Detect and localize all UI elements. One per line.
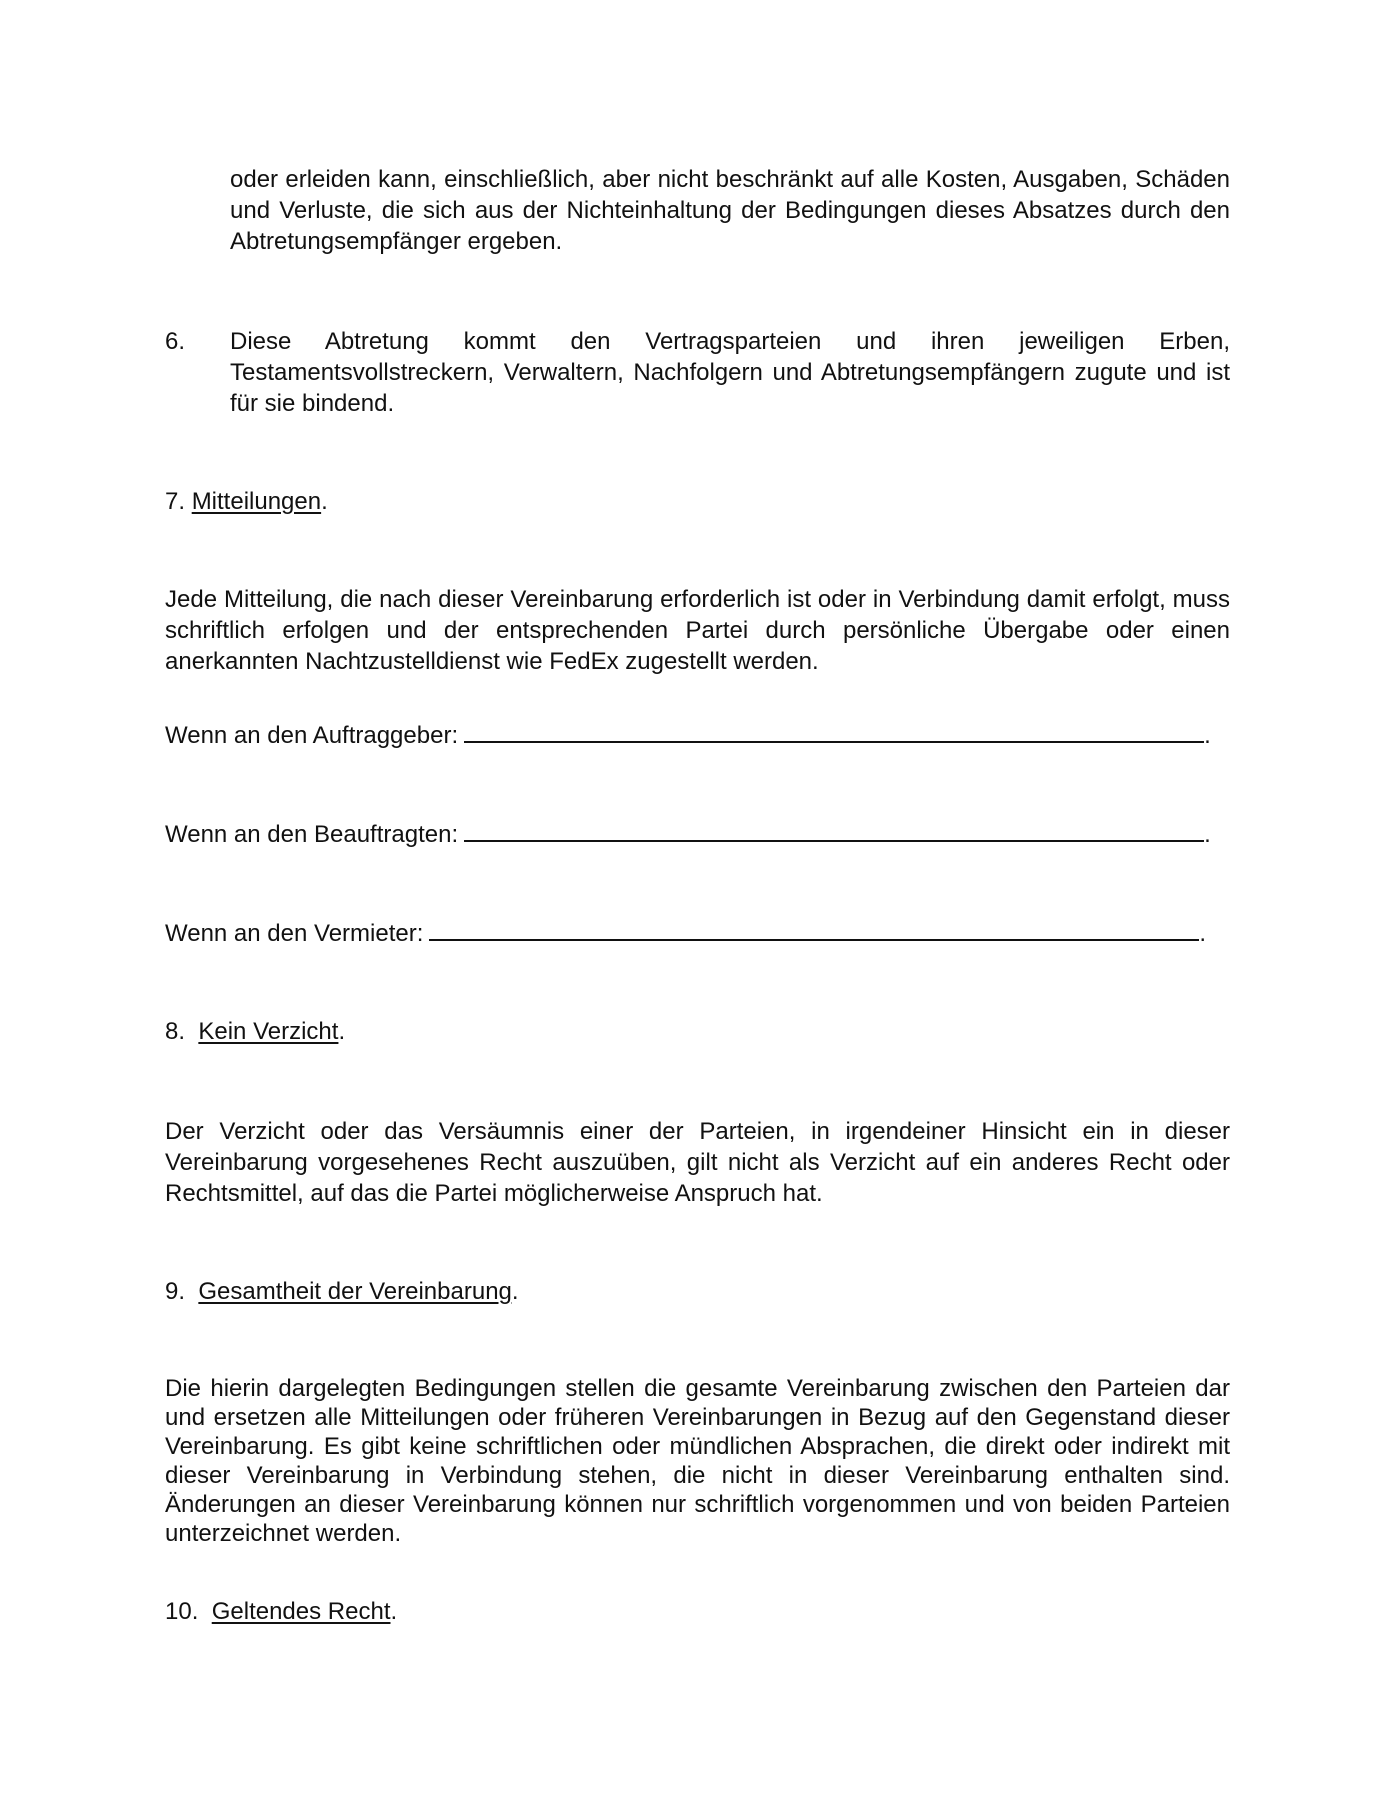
section-7-title: Mitteilungen [191, 488, 322, 515]
section-6-text: Diese Abtretung kommt den Vertragsparteien und ihren jeweiligen Erben, Testamentsvollstreckern, Verwaltern, Nachfolgern und Abtretungsempfängern zugute und ist für sie bindend. [230, 328, 1230, 417]
section-10-title-suffix: . [390, 1598, 398, 1625]
field-beauftragter-end: . [1204, 821, 1211, 848]
section-9-number: 9. [165, 1278, 186, 1305]
section-8-text: Der Verzicht oder das Versäumnis einer der Parteien, in irgendeiner Hinsicht ein in dieser Vereinbarung vorgesehenes Recht auszuüben, gilt nicht als Verzicht auf ein anderes Recht oder Rechtsmittel, auf das die Partei möglicherweise Anspruch hat. [165, 1118, 1230, 1207]
section-9-title: Gesamtheit der Vereinbarung [198, 1278, 512, 1305]
section-10-heading [165, 1596, 397, 1627]
section-7-title-suffix: . [321, 488, 328, 515]
field-beauftragter [165, 818, 1245, 850]
field-auftraggeber-label: Wenn an den Auftraggeber: [165, 722, 459, 749]
section-6-number: 6. [165, 328, 186, 355]
field-vermieter-end: . [1199, 920, 1207, 947]
section-10-number: 10. [165, 1598, 199, 1625]
field-beauftragter-label: Wenn an den Beauftragten: [165, 821, 459, 848]
field-auftraggeber-end: . [1204, 722, 1211, 749]
field-vermieter-label: Wenn an den Vermieter: [165, 920, 424, 947]
section-9-title-suffix: . [511, 1278, 519, 1305]
section-8-title: Kein Verzicht [198, 1018, 339, 1045]
section-7-heading [165, 486, 328, 517]
section-8-number: 8. [165, 1018, 186, 1045]
section-5-text: oder erleiden kann, einschließlich, aber nicht beschränkt auf alle Kosten, Ausgaben, Schäden und Verluste, die sich aus der Nichteinhaltung der Bedingungen dieses Absatzes durch den Abtretungsempfänger ergeben. [230, 166, 1230, 255]
field-vermieter-input[interactable] [429, 917, 1199, 941]
section-8-title-suffix: . [338, 1018, 346, 1045]
field-auftraggeber [165, 719, 1245, 751]
section-8-heading [165, 1016, 345, 1047]
section-7-text: Jede Mitteilung, die nach dieser Vereinbarung erforderlich ist oder in Verbindung damit erfolgt, muss schriftlich erfolgen und der entsprechenden Partei durch persönliche Übergabe oder einen anerkannten Nachtzustelldienst wie FedEx zugestellt werden. [165, 586, 1230, 675]
section-10-title: Geltendes Recht [211, 1598, 391, 1625]
field-auftraggeber-input[interactable] [464, 719, 1204, 743]
section-9-heading [165, 1276, 519, 1307]
section-9-text: Die hierin dargelegten Bedingungen stellen die gesamte Vereinbarung zwischen den Parteien dar und ersetzen alle Mitteilungen oder früheren Vereinbarungen in Bezug auf den Gegenstand dieser Vereinbarung. Es gibt keine schriftlichen oder mündlichen Absprachen, die direkt oder indirekt mit dieser Vereinbarung in Verbindung stehen, die nicht in dieser Vereinbarung enthalten sind. Änderungen an dieser Vereinbarung können nur schriftlich vorgenommen und von beiden Parteien unterzeichnet werden. [165, 1375, 1230, 1547]
field-beauftragter-input[interactable] [464, 818, 1204, 842]
section-7-number: 7. [165, 488, 186, 515]
section-5-continuation [230, 164, 1230, 257]
field-vermieter [165, 917, 1245, 949]
